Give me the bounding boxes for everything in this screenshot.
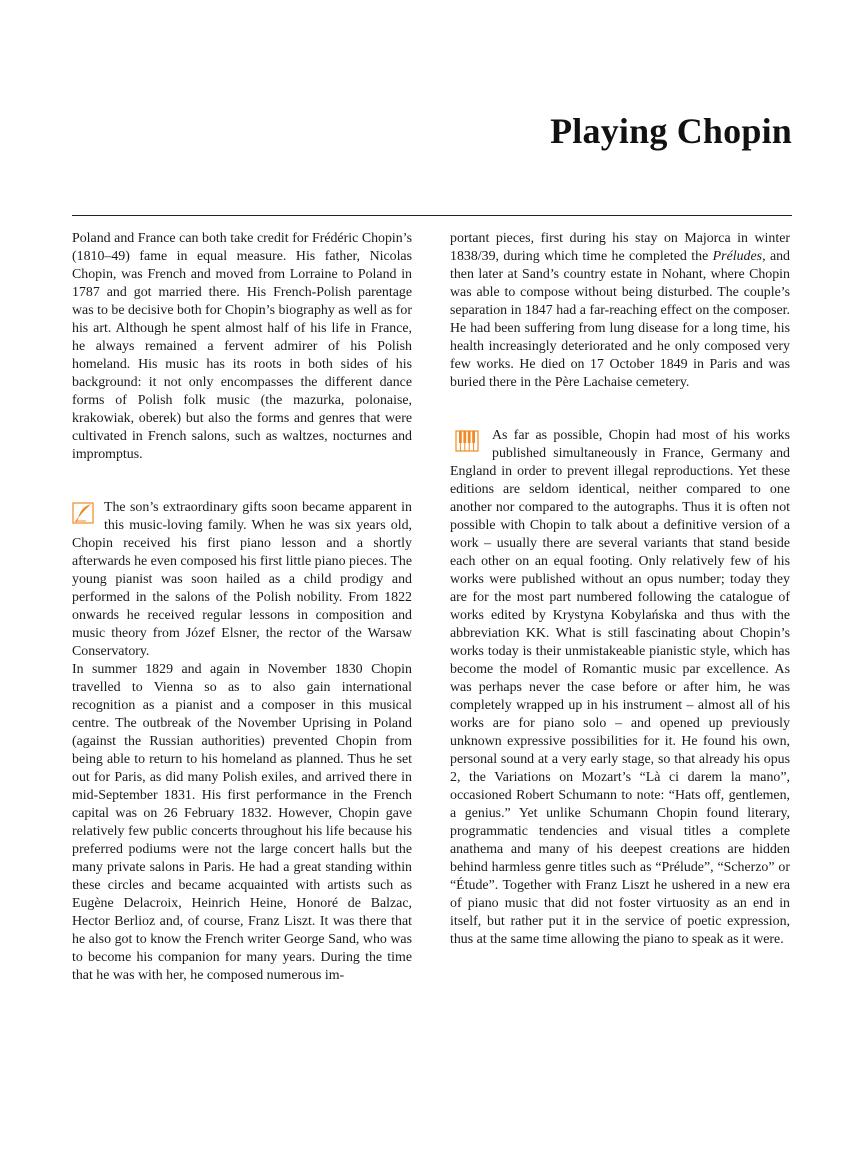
career-paragraph: In summer 1829 and again in November 1830 Chopin travelled to Vienna so as to also gain international recognition as a pianist and a composer in this musical centre. The outbreak of the November Uprising in Poland (against the Russian authorities) prevented Chopin from being able to return to his homeland as planned. Thus he set out for Paris, as did many Polish exiles, and arrived there in mid-September 1831. His first performance in the French capital was on 26 February 1832. However, Chopin gave relatively few public concerts throughout his life because his preferred podiums were not the large concert halls but the many private salons in Paris. He had a great standing within these circles and became acquainted with artists such as Eugène Delacroix, Heinrich Heine, Honoré de Balzac, Hector Berlioz and, of course, Franz Liszt. It was there that he also got to know the French writer George Sand, who was to become his companion for many years. During the time that he was with her, he composed numerous im- xyxy=(72,662,412,983)
title-rule xyxy=(72,215,792,216)
quill-pen-icon xyxy=(72,501,96,525)
childhood-paragraph: The son’s extraordinary gifts soon became apparent in this music-loving family. When he was six years old, Chopin received his first piano lesson and a shortly afterwards he even composed his first little piano pieces. The young pianist was soon hailed as a child prodigy and performed in the salons of the Polish nobility. From 1822 onwards he received regular lessons in composition and music theory from Józef Elsner, the rector of the Warsaw Conservatory. xyxy=(72,500,412,659)
intro-paragraph: Poland and France can both take credit for Frédéric Chopin’s (1810–49) fame in equal measure. His father, Nicolas Chopin, was French and moved from Lorraine to Poland in 1787 and got married there. His French-Polish parentage was to be decisive both for Chopin’s biography as well as for his art. Although he spent almost half of his life in France, he always remained a fervent admirer of his Polish homeland. His music has its roots in both sides of his background: it not only encompasses the different dance forms of Polish folk music (the mazurka, polonaise, krakowiak, oberek) but also the forms and genres that were cultivated in French salons, such as waltzes, nocturnes and impromptus. xyxy=(72,231,412,462)
page-title: Playing Chopin xyxy=(550,111,792,151)
continuation-paragraph: portant pieces, first during his stay on Majorca in winter 1838/39, during which time he completed the Préludes, and then later at Sand’s country estate in Nohant, where Chopin was able to compose without being disturbed. The couple’s separation in 1847 had a far-reaching effect on the composer. He had been suffering from lung disease for a long time, his health increasingly deteriorated and he only composed very few works. He died on 17 October 1849 in Paris and was buried there in the Père Lachaise cemetery. xyxy=(450,231,790,390)
right-column xyxy=(450,230,790,949)
piano-keys-icon xyxy=(450,429,484,453)
left-column xyxy=(72,230,412,985)
legacy-paragraph: As far as possible, Chopin had most of his works published simultaneously in France, Germany and England in order to prevent illegal reproductions. Yet these editions are seldom identical, neither compared to one another nor compared to the autographs. Thus it is often not possible with Chopin to talk about a definitive version of a work – usually there are several variants that stand beside each other on an equal footing. Only relatively few of his works were published without an opus number; today they are for the most part numbered following the catalogue of works edited by Krystyna Kobylańska and thus with the abbreviation KK. What is still fascinating about Chopin’s works today is their unmistakeable pianistic style, which has become the model of Romantic music par excellence. As was perhaps never the case before or after him, he was completely wrapped up in his instrument – almost all of his works are for piano solo – and opened up previously unknown expressive possibilities for it. He found his own, personal sound at a very early stage, so that already his opus 2, the Variations on Mozart’s “Là ci darem la mano”, occasioned Robert Schumann to note: “Hats off, gentlemen, a genius.” Yet unlike Schumann Chopin found literary, programmatic tendencies and visual titles a complete anathema and many of his deepest creations are hidden behind harmless genre titles such as “Prélude”, “Scherzo” or “Étude”. Together with Franz Liszt he ushered in a new era of piano music that did not foster virtuosity as an end in itself, but rather put it in the service of poetic expression, thus at the same time allowing the piano to speak as it were. xyxy=(450,428,790,947)
